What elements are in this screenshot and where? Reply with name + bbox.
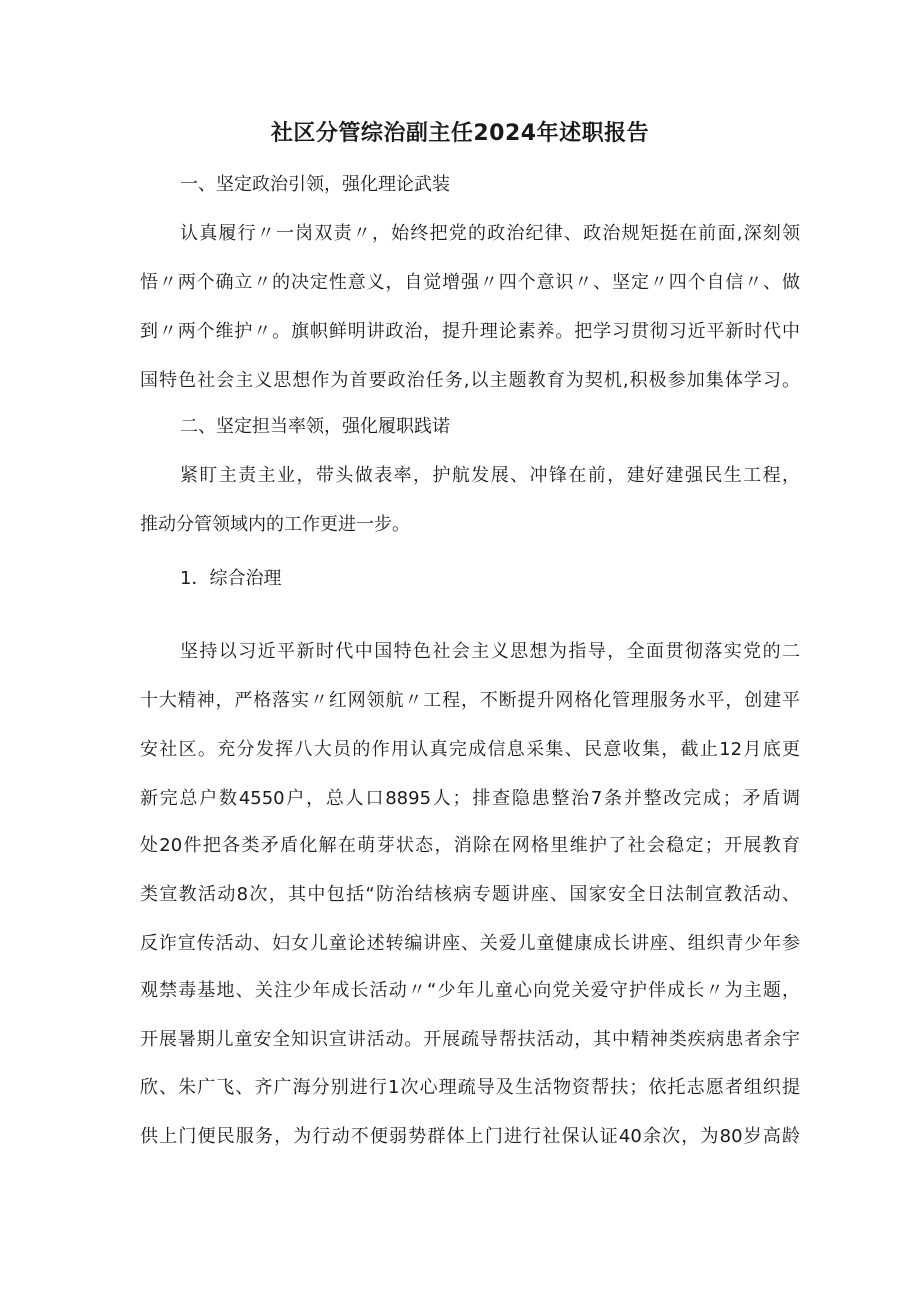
section-heading-2: 二、坚定担当率领，强化履职践诺 [180, 416, 450, 437]
paragraph-line: 新完总户数4550户，总人口8895人；排查隐患整治7条并整改完成；矛盾调 [140, 788, 800, 809]
paragraph-line: 认真履行〃一岗双责〃，始终把党的政治纪律、政治规矩挺在前面,深刻领 [180, 223, 800, 244]
paragraph-line: 安社区。充分发挥八大员的作用认真完成信息采集、民意收集，截止12月底更 [140, 739, 800, 760]
paragraph-line: 开展暑期儿童安全知识宣讲活动。开展疏导帮扶活动，其中精神类疾病患者余宇 [140, 1029, 800, 1050]
paragraph-line: 坚持以习近平新时代中国特色社会主义思想为指导，全面贯彻落实党的二 [180, 641, 800, 662]
paragraph-line: 供上门便民服务，为行动不便弱势群体上门进行社保认证40余次，为80岁高龄 [140, 1126, 800, 1147]
paragraph-line: 欣、朱广飞、齐广海分别进行1次心理疏导及生活物资帮扶；依托志愿者组织提 [140, 1077, 800, 1098]
paragraph-line: 国特色社会主义思想作为首要政治任务,以主题教育为契机,积极参加集体学习。 [140, 370, 800, 391]
paragraph-line: 推动分管领域内的工作更进一步。 [140, 514, 410, 535]
subsection-heading-1: 1．综合治理 [180, 568, 282, 589]
paragraph-line: 十大精神，严格落实〃红网领航〃工程，不断提升网格化管理服务水平，创建平 [140, 690, 800, 711]
paragraph-line: 处20件把各类矛盾化解在萌芽状态，消除在网格里维护了社会稳定；开展教育 [140, 835, 800, 856]
paragraph-line: 紧盯主责主业，带头做表率，护航发展、冲锋在前，建好建强民生工程， [180, 465, 800, 486]
paragraph-line: 到〃两个维护〃。旗帜鲜明讲政治，提升理论素养。把学习贯彻习近平新时代中 [140, 321, 800, 342]
document-title: 社区分管综治副主任2024年述职报告 [270, 121, 650, 146]
paragraph-line: 反诈宣传活动、妇女儿童论述转编讲座、关爱儿童健康成长讲座、组织青少年参 [140, 933, 800, 954]
paragraph-line: 悟〃两个确立〃的决定性意义，自觉增强〃四个意识〃、坚定〃四个自信〃、做 [140, 272, 800, 293]
section-heading-1: 一、坚定政治引领，强化理论武装 [180, 174, 450, 195]
paragraph-line: 类宣教活动8次，其中包括“防治结核病专题讲座、国家安全日法制宣教活动、 [140, 884, 800, 905]
paragraph-line: 观禁毒基地、关注少年成长活动〃“少年儿童心向党关爱守护伴成长〃为主题， [140, 980, 800, 1001]
